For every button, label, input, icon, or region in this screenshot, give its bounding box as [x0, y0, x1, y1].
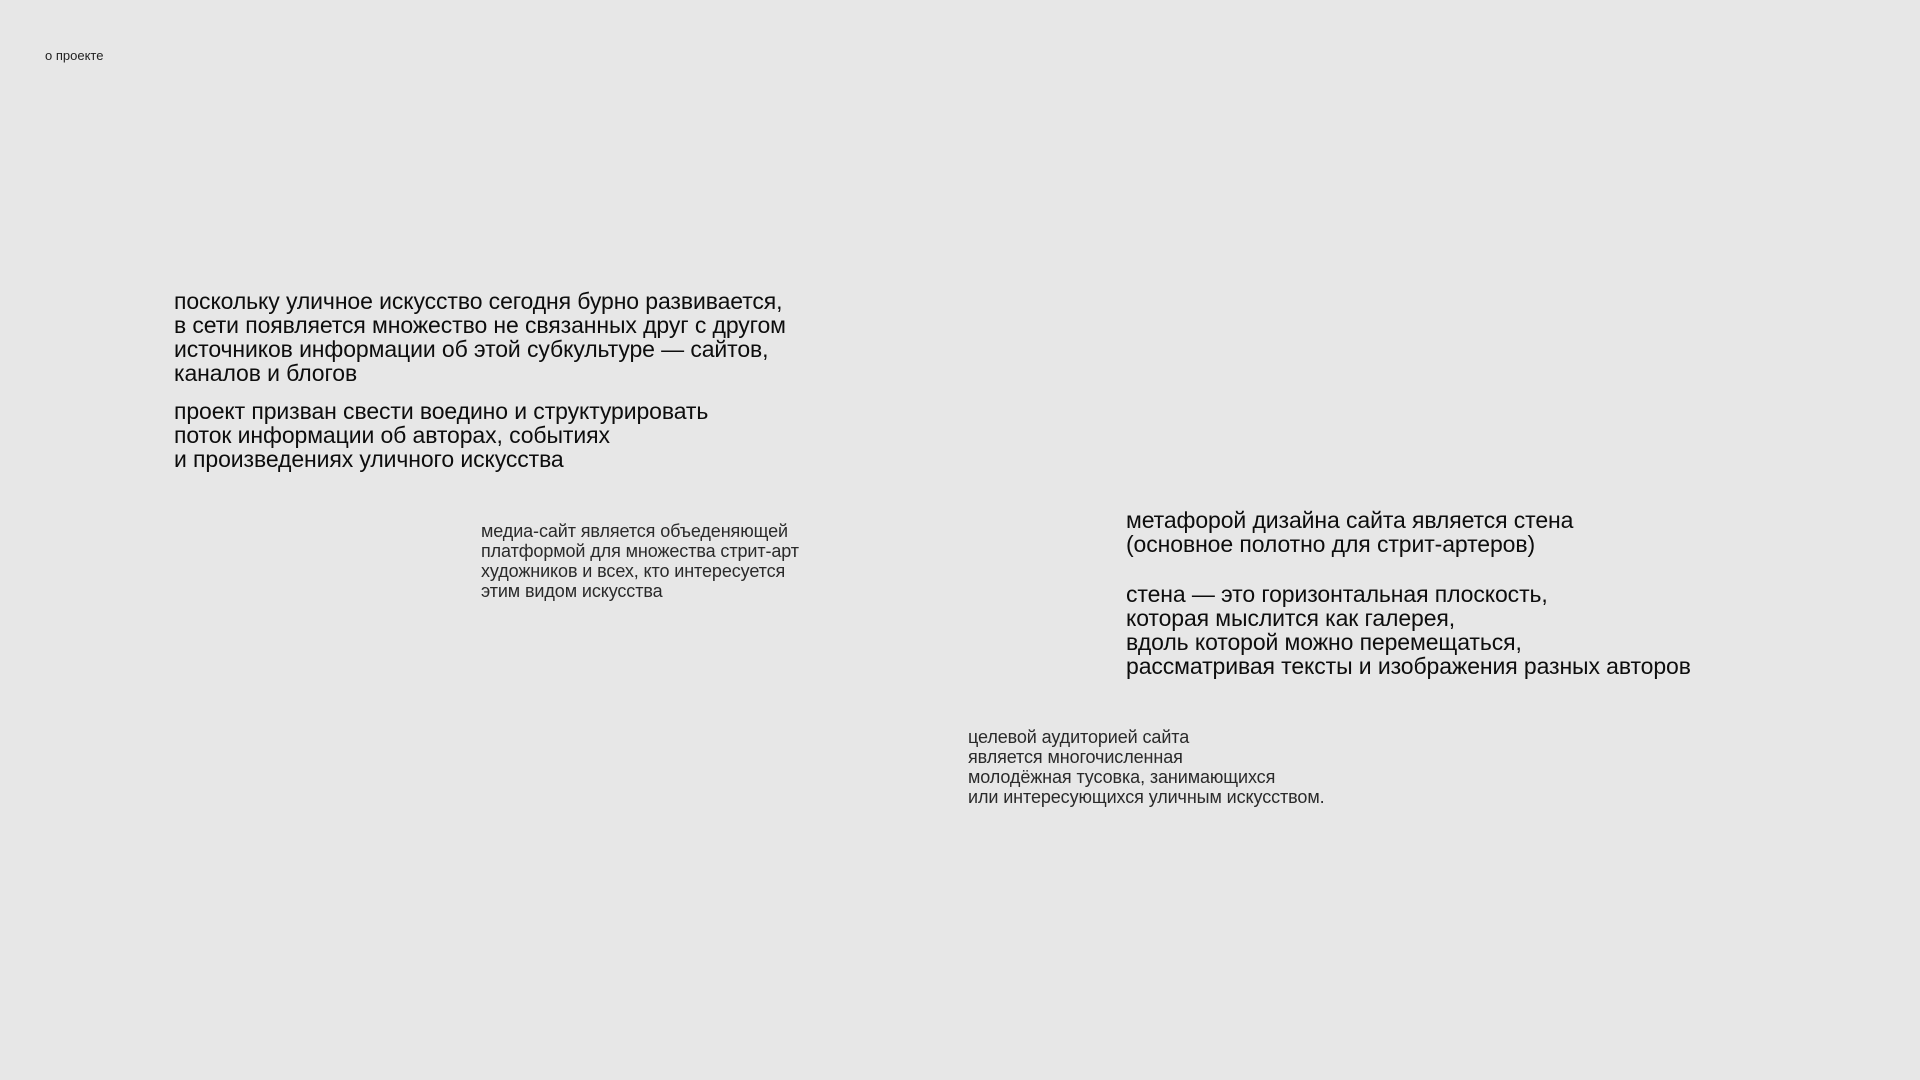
metaphor-line: которая мыслится как галерея,	[1126, 605, 1456, 631]
intro-paragraph-2	[174, 399, 708, 471]
target-audience-note	[968, 727, 1325, 807]
section-label: о проекте	[45, 48, 104, 63]
intro-line: поскольку уличное искусство сегодня бурно развивается,	[174, 288, 783, 314]
media-line: художников и всех, кто интересуется	[481, 561, 786, 581]
media-line: платформой для множества стрит-арт	[481, 541, 799, 561]
intro-line: поток информации об авторах, событиях	[174, 422, 610, 448]
intro-line: и произведениях уличного искусства	[174, 446, 564, 472]
intro-paragraph-1	[174, 289, 786, 385]
intro-line: каналов и блогов	[174, 360, 358, 386]
metaphor-line: вдоль которой можно перемещаться,	[1126, 629, 1522, 655]
audience-line: целевой аудиторией сайта	[968, 727, 1190, 747]
metaphor-line: рассматривая тексты и изображения разных авторов	[1126, 653, 1691, 679]
intro-line: проект призван свести воедино и структурировать	[174, 398, 709, 424]
metaphor-paragraph-1	[1126, 508, 1573, 556]
audience-line: является многочисленная	[968, 747, 1183, 767]
metaphor-line: (основное полотно для стрит-артеров)	[1126, 531, 1536, 557]
metaphor-line: стена — это горизонтальная плоскость,	[1126, 581, 1548, 607]
metaphor-line: метафорой дизайна сайта является стена	[1126, 507, 1574, 533]
media-line: этим видом искусства	[481, 581, 663, 601]
media-site-note	[481, 521, 799, 601]
audience-line: или интересующихся уличным искусством.	[968, 787, 1325, 807]
intro-line: в сети появляется множество не связанных друг с другом	[174, 312, 786, 338]
intro-line: источников информации об этой субкультуре — сайтов,	[174, 336, 769, 362]
media-line: медиа-сайт является объеденяющей	[481, 521, 788, 541]
audience-line: молодёжная тусовка, занимающихся	[968, 767, 1276, 787]
metaphor-paragraph-2	[1126, 582, 1691, 678]
